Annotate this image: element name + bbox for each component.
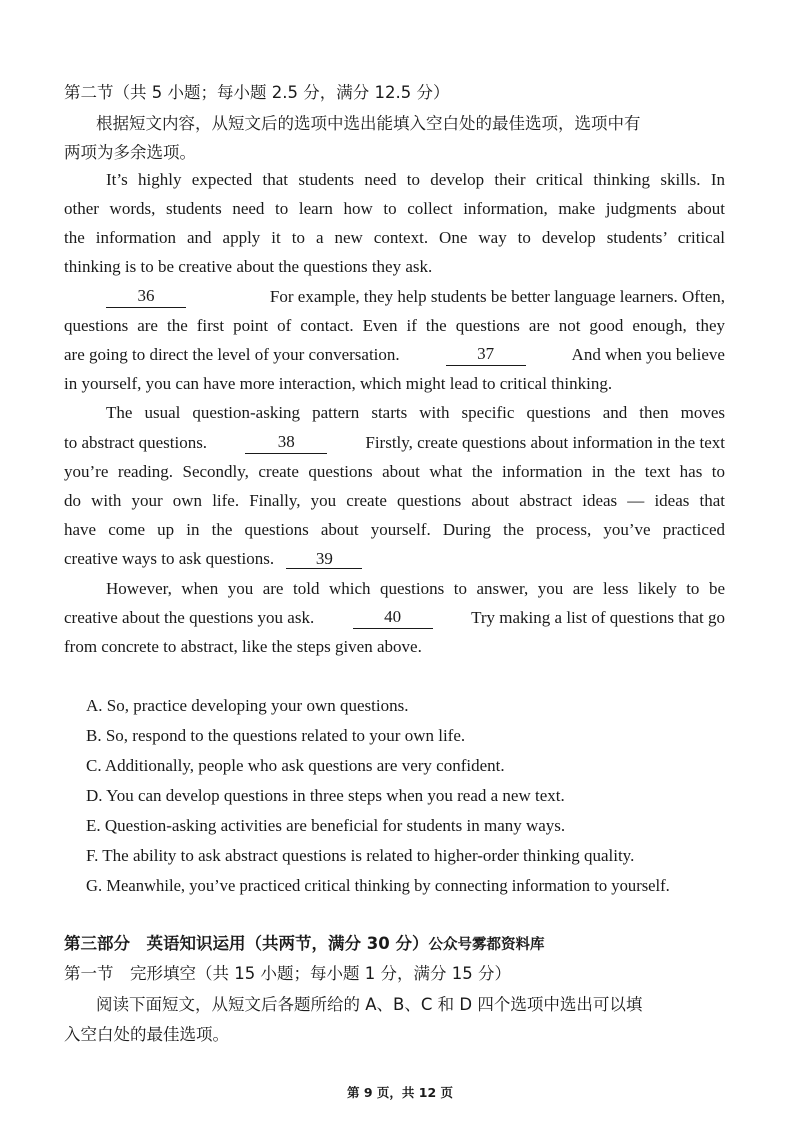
passage-line: you’re reading. Secondly, create questions about what the information in the text has to — [64, 462, 725, 481]
watermark-text: 公众号雾都资料库 — [428, 937, 545, 953]
passage-line: have come up in the questions about yourself. During the process, you’ve practiced — [64, 520, 725, 539]
passage-text: creative about the questions you ask. — [64, 608, 315, 627]
instruction-line-2: 两项为多余选项。 — [64, 143, 196, 162]
instruction-line-2: 入空白处的最佳选项。 — [64, 1025, 229, 1044]
section-heading: 第二节（共 5 小题；每小题 2.5 分，满分 12.5 分） — [64, 83, 450, 102]
page-number: 第 9 页，共 12 页 — [347, 1085, 453, 1100]
passage-text: For example, they help students be better language learners. Often, — [269, 287, 725, 306]
passage-line: from concrete to abstract, like the steps given above. — [64, 637, 422, 656]
passage-text: to abstract questions. — [64, 433, 208, 452]
passage-line — [64, 607, 725, 629]
answer-blank-38[interactable]: 38 — [245, 432, 327, 454]
passage-text: Firstly, create questions about information in the text — [365, 433, 725, 452]
answer-blank-39[interactable]: 39 — [286, 549, 362, 569]
passage-text: And when you believe — [571, 345, 725, 364]
passage-line: in yourself, you can have more interaction, which might lead to critical thinking. — [64, 374, 613, 393]
passage-line: It’s highly expected that students need to develop their critical thinking skills. In — [106, 170, 725, 189]
passage-line: do with your own life. Finally, you create questions about abstract ideas — ideas that — [64, 491, 725, 510]
passage-text: Try making a list of questions that go — [471, 608, 725, 627]
passage-text: creative ways to ask questions. — [64, 549, 275, 568]
passage-line: the information and apply it to a new context. One way to develop students’ critical — [64, 228, 725, 247]
option-b: B. So, respond to the questions related to your own life. — [86, 726, 466, 745]
option-c: C. Additionally, people who ask questions are very confident. — [86, 756, 505, 775]
passage-text: are going to direct the level of your conversation. — [64, 345, 400, 364]
option-e: E. Question-asking activities are beneficial for students in many ways. — [86, 816, 566, 835]
passage-line — [106, 286, 725, 308]
section1-heading: 第一节 完形填空（共 15 小题；每小题 1 分，满分 15 分） — [64, 964, 511, 983]
part3-heading: 第三部分 英语知识运用（共两节，满分 30 分） — [64, 934, 429, 953]
answer-blank-36[interactable]: 36 — [106, 286, 186, 308]
option-d: D. You can develop questions in three steps when you read a new text. — [86, 786, 565, 805]
passage-line: questions are the first point of contact. Even if the questions are not good enough, they — [64, 316, 725, 335]
passage-line: However, when you are told which questions to answer, you are less likely to be — [106, 579, 725, 598]
option-a: A. So, practice developing your own questions. — [86, 696, 409, 715]
option-g: G. Meanwhile, you’ve practiced critical thinking by connecting information to yourself. — [86, 876, 670, 895]
answer-blank-37[interactable]: 37 — [446, 344, 526, 366]
part3-heading-row — [64, 933, 544, 956]
instruction-line-1: 根据短文内容，从短文后的选项中选出能填入空白处的最佳选项，选项中有 — [96, 114, 641, 133]
option-f: F. The ability to ask abstract questions is related to higher-order thinking quality. — [86, 846, 635, 865]
passage-line: other words, students need to learn how to collect information, make judgments about — [64, 199, 725, 218]
passage-line — [64, 344, 725, 366]
answer-blank-40[interactable]: 40 — [353, 607, 433, 629]
passage-line: thinking is to be creative about the questions they ask. — [64, 257, 433, 276]
passage-line — [64, 548, 362, 570]
instruction-line-1: 阅读下面短文，从短文后各题所给的 A、B、C 和 D 四个选项中选出可以填 — [96, 995, 643, 1014]
passage-line — [64, 432, 725, 454]
passage-line: The usual question-asking pattern starts with specific questions and then moves — [106, 403, 725, 422]
